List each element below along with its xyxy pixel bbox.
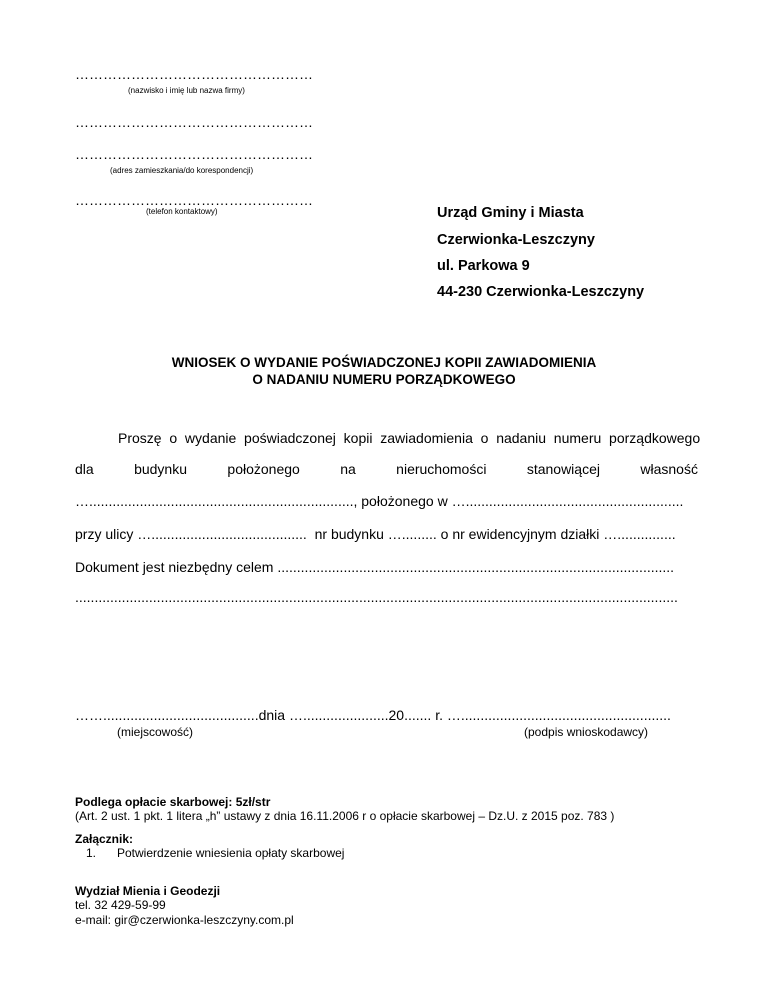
attachment-item-number: 1. bbox=[86, 846, 97, 860]
body-word: stanowiącej bbox=[526, 461, 600, 477]
recipient-line-3: ul. Parkowa 9 bbox=[437, 258, 530, 274]
address-dotted-line-1: …………………………………………… bbox=[75, 114, 313, 130]
body-line-3: …...................................................................., położonego w …........................................................ bbox=[75, 493, 684, 509]
department-name: Wydział Mienia i Geodezji bbox=[75, 884, 221, 898]
document-title-line-1: WNIOSEK O WYDANIE POŚWIADCZONEJ KOPII ZAWIADOMIENIA bbox=[171, 355, 597, 370]
fee-text: (Art. 2 ust. 1 pkt. 1 litera „h” ustawy z dnia 16.11.2006 r o opłacie skarbowej – Dz.U. z 2015 poz. 783 ) bbox=[75, 809, 615, 823]
recipient-line-4: 44-230 Czerwionka-Leszczyny bbox=[437, 284, 645, 300]
body-word: na bbox=[340, 461, 356, 477]
attachment-heading: Załącznik: bbox=[75, 832, 134, 846]
document-title-line-2: O NADANIU NUMERU PORZĄDKOWEGO bbox=[252, 372, 516, 387]
address-dotted-line-2: …………………………………………… bbox=[75, 146, 313, 162]
body-word: położonego bbox=[227, 461, 300, 477]
body-word: własność bbox=[640, 461, 698, 477]
body-line-6: ........................................................................................................................................................... bbox=[75, 589, 678, 605]
body-word: nieruchomości bbox=[396, 461, 487, 477]
phone-dotted-line: …………………………………………… bbox=[75, 192, 313, 208]
name-caption: (nazwisko i imię lub nazwa firmy) bbox=[128, 86, 245, 95]
body-word: budynku bbox=[134, 461, 188, 477]
body-line-2 bbox=[75, 461, 698, 477]
attachment-item-text: Potwierdzenie wniesienia opłaty skarbowej bbox=[117, 846, 345, 860]
date-signature-line: ……........................................dnia …......................20....... r. …...................................................... bbox=[75, 707, 671, 723]
department-phone: tel. 32 429-59-99 bbox=[75, 898, 166, 912]
phone-caption: (telefon kontaktowy) bbox=[146, 207, 218, 216]
body-line-4: przy ulicy …........................................ nr budynku …......... o nr ewidencyjnym działki …............... bbox=[75, 526, 676, 542]
body-word: dla bbox=[75, 461, 94, 477]
signature-caption: (podpis wnioskodawcy) bbox=[524, 725, 649, 739]
fee-heading: Podlega opłacie skarbowej: 5zł/str bbox=[75, 795, 271, 809]
recipient-line-1: Urząd Gminy i Miasta bbox=[437, 205, 584, 221]
recipient-line-2: Czerwionka-Leszczyny bbox=[437, 232, 595, 248]
address-caption: (adres zamieszkania/do korespondencji) bbox=[110, 166, 254, 175]
department-email: e-mail: gir@czerwionka-leszczyny.com.pl bbox=[75, 913, 294, 927]
body-line-1: Proszę o wydanie poświadczonej kopii zawiadomienia o nadaniu numeru porządkowego bbox=[118, 430, 701, 446]
name-dotted-line: …………………………………………… bbox=[75, 66, 313, 82]
body-line-5: Dokument jest niezbędny celem ...................................................................................................... bbox=[75, 559, 675, 575]
place-caption: (miejscowość) bbox=[117, 725, 194, 739]
